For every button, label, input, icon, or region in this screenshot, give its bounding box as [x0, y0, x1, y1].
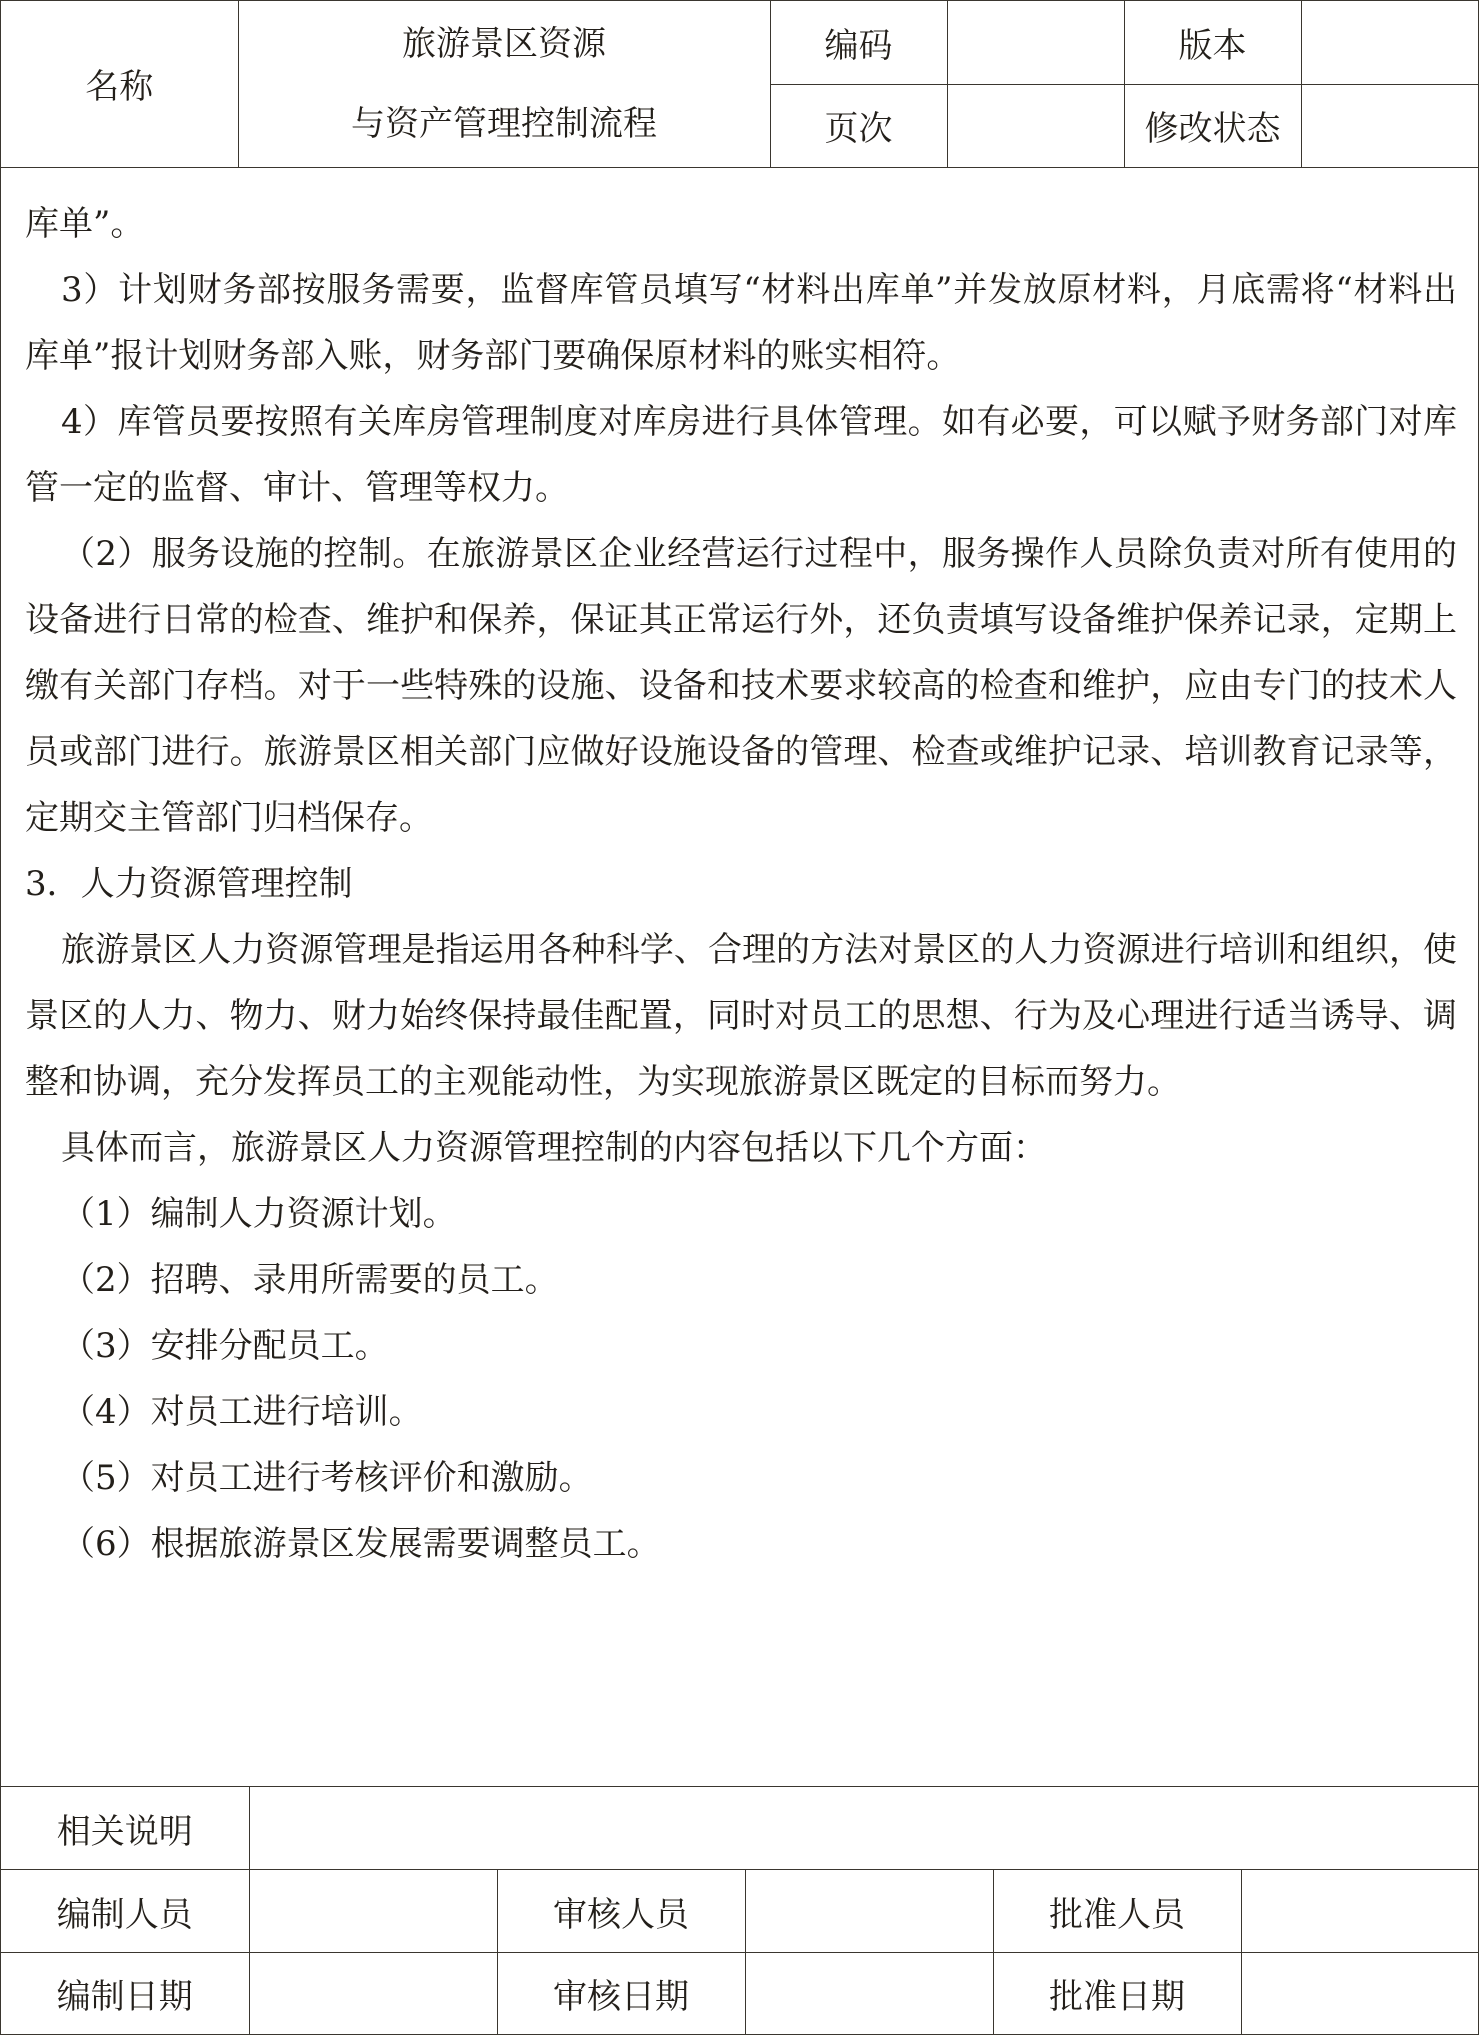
code-value — [947, 1, 1124, 84]
paragraph-hr-intro: 具体而言，旅游景区人力资源管理控制的内容包括以下几个方面： — [61, 1128, 1047, 1168]
content-body — [25, 191, 1457, 1577]
list-item: （5）对员工进行考核评价和激励。 — [61, 1458, 593, 1498]
version-value — [1301, 1, 1478, 84]
revision-label: 修改状态 — [1124, 84, 1301, 167]
paragraph-service-facilities: （2）服务设施的控制。在旅游景区企业经营运行过程中，服务操作人员除负责对所有使用的设备进行日常的检查、维护和保养，保证其正常运行外，还负责填写设备维护保养记录，定期上缴有关部门存档。对于一些特殊的设施、设备和技术要求较高的检查和维护，应由专门的技术人员或部门进行。旅游景区相关部门应做好设施设备的管理、检查或维护记录、培训教育记录等，定期交主管部门归档保存。 — [25, 534, 1457, 838]
page-label: 页次 — [770, 84, 947, 167]
code-label: 编码 — [770, 1, 947, 84]
title-line-2: 与资产管理控制流程 — [351, 103, 657, 144]
revision-value — [1301, 84, 1478, 167]
name-label: 名称 — [1, 1, 238, 167]
approved-by-label: 批准人员 — [993, 1870, 1241, 1953]
reviewed-date-value — [745, 1953, 993, 2035]
title-line-1: 旅游景区资源 — [402, 23, 606, 64]
reviewed-date-label: 审核日期 — [497, 1953, 745, 2035]
prepared-by-label: 编制人员 — [1, 1870, 249, 1953]
header-table — [1, 1, 1478, 168]
list-item: （3）安排分配员工。 — [61, 1326, 389, 1366]
list-item: （6）根据旅游景区发展需要调整员工。 — [61, 1524, 661, 1564]
page-value — [947, 84, 1124, 167]
reviewed-by-value — [745, 1870, 993, 1953]
section-heading-hr: 3．人力资源管理控制 — [25, 864, 353, 904]
paragraph-item-3: 3）计划财务部按服务需要，监督库管员填写“材料出库单”并发放原材料，月底需将“材料出库单”报计划财务部入账，财务部门要确保原材料的账实相符。 — [25, 270, 1457, 376]
list-item: （4）对员工进行培训。 — [61, 1392, 423, 1432]
prepared-date-value — [249, 1953, 497, 2035]
paragraph-item-4: 4）库管员要按照有关库房管理制度对库房进行具体管理。如有必要，可以赋予财务部门对库管一定的监督、审计、管理等权力。 — [25, 402, 1457, 508]
approved-date-value — [1241, 1953, 1478, 2035]
paragraph-continuation: 库单”。 — [25, 204, 145, 244]
prepared-date-label: 编制日期 — [1, 1953, 249, 2035]
list-item: （1）编制人力资源计划。 — [61, 1194, 457, 1234]
prepared-by-value — [249, 1870, 497, 1953]
approved-date-label: 批准日期 — [993, 1953, 1241, 2035]
paragraph-hr-definition: 旅游景区人力资源管理是指运用各种科学、合理的方法对景区的人力资源进行培训和组织，使景区的人力、物力、财力始终保持最佳配置，同时对员工的思想、行为及心理进行适当诱导、调整和协调，充分发挥员工的主观能动性，为实现旅游景区既定的目标而努力。 — [25, 930, 1457, 1102]
list-item: （2）招聘、录用所需要的员工。 — [61, 1260, 559, 1300]
notes-label: 相关说明 — [1, 1787, 249, 1870]
notes-value — [249, 1787, 1478, 1870]
document-title — [238, 1, 770, 167]
version-label: 版本 — [1124, 1, 1301, 84]
reviewed-by-label: 审核人员 — [497, 1870, 745, 1953]
footer-table — [1, 1786, 1478, 2035]
approved-by-value — [1241, 1870, 1478, 1953]
